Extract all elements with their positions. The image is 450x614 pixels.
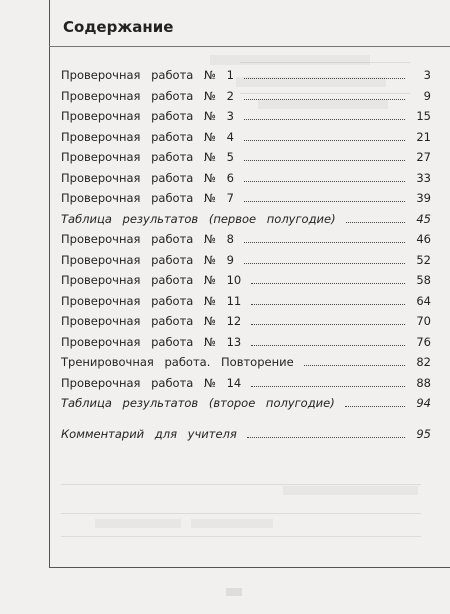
toc-spacer bbox=[61, 417, 431, 427]
toc-leader-dots bbox=[244, 140, 405, 141]
toc-leader-dots bbox=[244, 201, 405, 202]
toc-entry bbox=[61, 191, 431, 212]
toc-page-number: 3 bbox=[423, 68, 431, 82]
toc-page-number: 88 bbox=[416, 375, 431, 390]
toc-entry-label: Проверочная работа № 4 bbox=[61, 129, 234, 144]
toc-entry bbox=[61, 89, 431, 110]
toc-leader-dots bbox=[244, 263, 405, 264]
bleed-through-page-number bbox=[226, 588, 242, 596]
toc-leader-dots bbox=[244, 181, 405, 182]
toc-entry bbox=[61, 335, 431, 356]
toc-leader-dots bbox=[251, 324, 405, 325]
toc-entry bbox=[61, 150, 431, 171]
table-of-contents bbox=[61, 68, 431, 447]
toc-leader-dots bbox=[244, 119, 405, 120]
toc-leader-dots bbox=[247, 437, 405, 438]
toc-entry-label: Тренировочная работа. Повторение bbox=[61, 355, 294, 369]
toc-page-number: 9 bbox=[423, 88, 431, 103]
toc-entry bbox=[61, 109, 431, 130]
toc-leader-dots bbox=[251, 386, 405, 387]
toc-page-number: 21 bbox=[416, 129, 431, 144]
toc-page-number: 70 bbox=[416, 314, 431, 328]
toc-entry-label: Проверочная работа № 2 bbox=[61, 88, 234, 103]
toc-entry bbox=[61, 314, 431, 335]
toc-entry-label: Проверочная работа № 3 bbox=[61, 109, 234, 123]
toc-page-number: 39 bbox=[416, 191, 431, 205]
toc-page-number: 58 bbox=[416, 273, 431, 287]
toc-leader-dots bbox=[244, 78, 405, 79]
page-frame-left bbox=[49, 0, 50, 568]
toc-page-number: 64 bbox=[416, 293, 431, 308]
toc-entry bbox=[61, 396, 431, 417]
toc-page-number: 27 bbox=[416, 150, 431, 164]
toc-page-number: 33 bbox=[416, 170, 431, 185]
toc-leader-dots bbox=[346, 222, 405, 223]
toc-entry bbox=[61, 273, 431, 294]
toc-entry bbox=[61, 355, 431, 376]
toc-page-number: 82 bbox=[416, 355, 431, 369]
toc-leader-dots bbox=[251, 345, 405, 346]
toc-page-number: 45 bbox=[416, 211, 431, 226]
toc-leader-dots bbox=[244, 99, 405, 100]
toc-page-number: 94 bbox=[416, 396, 431, 410]
toc-entry-label: Проверочная работа № 7 bbox=[61, 191, 234, 205]
toc-entry bbox=[61, 294, 431, 315]
toc-entry-label: Таблица результатов (второе полугодие) bbox=[61, 396, 335, 410]
toc-leader-dots bbox=[304, 365, 405, 366]
page-title: Содержание bbox=[63, 18, 174, 36]
toc-entry-label: Проверочная работа № 10 bbox=[61, 273, 242, 287]
ghost-text bbox=[95, 519, 181, 528]
ghost-text bbox=[283, 486, 418, 495]
ghost-line bbox=[61, 513, 421, 514]
ghost-text bbox=[191, 519, 273, 528]
page-frame-bottom bbox=[49, 567, 450, 568]
toc-entry bbox=[61, 253, 431, 274]
toc-entry bbox=[61, 130, 431, 151]
ghost-line bbox=[61, 536, 421, 537]
toc-leader-dots bbox=[345, 406, 405, 407]
toc-entry bbox=[61, 212, 431, 233]
toc-entry bbox=[61, 171, 431, 192]
toc-page-number: 76 bbox=[416, 334, 431, 349]
ghost-text bbox=[210, 55, 370, 65]
toc-entry-label: Проверочная работа № 1 bbox=[61, 68, 234, 82]
toc-page-number: 52 bbox=[416, 252, 431, 267]
ghost-line bbox=[240, 62, 410, 63]
teacher-comment-entry bbox=[61, 427, 431, 448]
toc-leader-dots bbox=[251, 304, 405, 305]
toc-entry bbox=[61, 232, 431, 253]
toc-entry-label: Проверочная работа № 9 bbox=[61, 252, 234, 267]
toc-entry-label: Проверочная работа № 11 bbox=[61, 293, 242, 308]
toc-leader-dots bbox=[244, 242, 405, 243]
toc-entry bbox=[61, 68, 431, 89]
toc-leader-dots bbox=[244, 160, 405, 161]
toc-entry-label: Проверочная работа № 12 bbox=[61, 314, 242, 328]
toc-entry-label: Проверочная работа № 14 bbox=[61, 375, 242, 390]
toc-entry-label: Проверочная работа № 8 bbox=[61, 232, 234, 246]
toc-entry bbox=[61, 376, 431, 397]
toc-entry-label: Проверочная работа № 13 bbox=[61, 334, 242, 349]
toc-entry-label: Проверочная работа № 6 bbox=[61, 170, 234, 185]
ghost-line bbox=[61, 484, 421, 485]
toc-leader-dots bbox=[251, 283, 405, 284]
toc-entry-label: Таблица результатов (первое полугодие) bbox=[61, 211, 336, 226]
toc-page-number: 46 bbox=[416, 232, 431, 246]
teacher-comment-label: Комментарий для учителя bbox=[61, 426, 237, 441]
title-bar bbox=[49, 0, 450, 47]
toc-entry-label: Проверочная работа № 5 bbox=[61, 150, 234, 164]
teacher-comment-page-number: 95 bbox=[416, 426, 431, 441]
toc-page-number: 15 bbox=[416, 109, 431, 123]
